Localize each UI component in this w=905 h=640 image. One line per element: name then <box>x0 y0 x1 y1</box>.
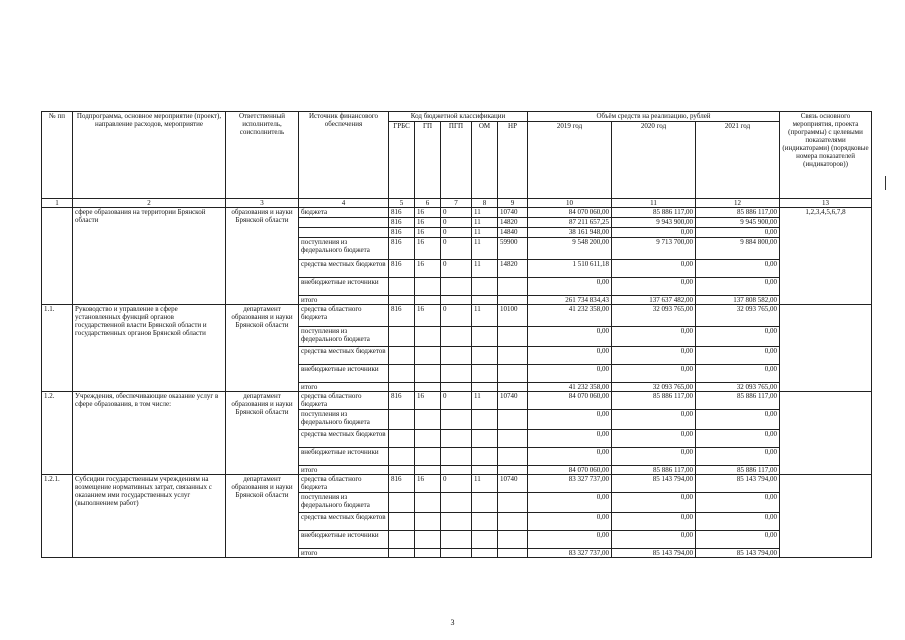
total-value: 83 327 737,00 <box>528 549 612 558</box>
value-cell: 9 943 900,00 <box>612 218 696 228</box>
source-cell: поступления из федерального бюджета <box>299 410 389 430</box>
value-cell: 0,00 <box>696 365 780 383</box>
source-cell <box>299 228 389 238</box>
nr-cell: 10740 <box>498 208 528 218</box>
value-cell: 85 886 117,00 <box>612 392 696 410</box>
column-number: 3 <box>226 199 299 208</box>
grbs-cell <box>389 448 415 466</box>
gp-cell: 16 <box>415 260 441 278</box>
empty-cell <box>498 383 528 392</box>
value-cell: 0,00 <box>528 513 612 531</box>
pgp-cell <box>441 513 472 531</box>
value-cell: 32 093 765,00 <box>612 305 696 327</box>
total-label: итого <box>299 383 389 392</box>
nr-cell <box>498 410 528 430</box>
value-cell: 0,00 <box>612 410 696 430</box>
row-name: сфере образования на территории Брянской области <box>73 208 226 305</box>
source-cell: поступления из федерального бюджета <box>299 493 389 513</box>
om-cell: 11 <box>472 392 498 410</box>
nr-cell <box>498 278 528 296</box>
empty-cell <box>441 549 472 558</box>
nr-cell <box>498 365 528 383</box>
nr-cell: 14820 <box>498 260 528 278</box>
value-cell: 0,00 <box>696 513 780 531</box>
gp-cell <box>415 493 441 513</box>
grbs-cell: 816 <box>389 228 415 238</box>
source-cell: поступления из федерального бюджета <box>299 327 389 347</box>
value-cell: 0,00 <box>696 493 780 513</box>
grbs-cell <box>389 327 415 347</box>
value-cell: 9 713 700,00 <box>612 238 696 260</box>
value-cell: 0,00 <box>696 531 780 549</box>
om-cell <box>472 531 498 549</box>
row-number <box>42 208 73 305</box>
om-cell: 11 <box>472 305 498 327</box>
row-name: Руководство и управление в сфере установленных функций органов государственной власти Брянской области и государственных органов Брянской области <box>73 305 226 392</box>
grbs-cell <box>389 531 415 549</box>
header-row <box>42 112 872 122</box>
empty-cell <box>441 383 472 392</box>
nr-cell: 59900 <box>498 238 528 260</box>
value-cell: 85 886 117,00 <box>696 208 780 218</box>
nr-cell <box>498 531 528 549</box>
value-cell: 0,00 <box>696 260 780 278</box>
om-cell: 11 <box>472 218 498 228</box>
row-executor: департамент образования и науки Брянской области <box>226 392 299 475</box>
value-cell: 85 886 117,00 <box>696 392 780 410</box>
pgp-cell <box>441 448 472 466</box>
value-cell: 0,00 <box>528 448 612 466</box>
pgp-cell: 0 <box>441 208 472 218</box>
column-number: 2 <box>73 199 226 208</box>
value-cell: 87 211 657,25 <box>528 218 612 228</box>
value-cell: 0,00 <box>528 278 612 296</box>
source-cell: средства местных бюджетов <box>299 513 389 531</box>
value-cell: 9 548 200,00 <box>528 238 612 260</box>
empty-cell <box>415 549 441 558</box>
value-cell: 84 070 060,00 <box>528 208 612 218</box>
source-cell: внебюджетные источники <box>299 448 389 466</box>
row-executor: образования и науки Брянской области <box>226 208 299 305</box>
total-value: 84 070 060,00 <box>528 466 612 475</box>
value-cell: 85 886 117,00 <box>612 208 696 218</box>
grbs-cell <box>389 513 415 531</box>
empty-cell <box>498 549 528 558</box>
header-2020: 2020 год <box>612 122 696 199</box>
empty-cell <box>415 383 441 392</box>
pgp-cell <box>441 278 472 296</box>
pgp-cell <box>441 347 472 365</box>
source-cell: бюджета <box>299 208 389 218</box>
header-subprogram: Подпрограмма, основное мероприятие (проект), направление расходов, мероприятие <box>73 112 226 199</box>
total-value: 261 734 834,43 <box>528 296 612 305</box>
row-name: Учреждения, обеспечивающие оказание услуг в сфере образования, в том числе: <box>73 392 226 475</box>
om-cell <box>472 365 498 383</box>
value-cell: 0,00 <box>696 347 780 365</box>
link-cell <box>780 475 872 558</box>
column-number: 1 <box>42 199 73 208</box>
value-cell: 85 143 794,00 <box>696 475 780 493</box>
link-cell <box>780 392 872 475</box>
empty-cell <box>472 383 498 392</box>
value-cell: 0,00 <box>696 228 780 238</box>
om-cell: 11 <box>472 475 498 493</box>
pgp-cell <box>441 531 472 549</box>
value-cell: 1 510 611,18 <box>528 260 612 278</box>
link-cell <box>780 305 872 392</box>
empty-cell <box>389 466 415 475</box>
empty-cell <box>415 296 441 305</box>
header-om: ОМ <box>472 122 498 199</box>
value-cell: 0,00 <box>696 430 780 448</box>
gp-cell: 16 <box>415 238 441 260</box>
grbs-cell <box>389 410 415 430</box>
total-value: 137 637 482,00 <box>612 296 696 305</box>
grbs-cell <box>389 493 415 513</box>
pgp-cell: 0 <box>441 218 472 228</box>
value-cell: 32 093 765,00 <box>696 305 780 327</box>
source-cell: поступления из федерального бюджета <box>299 238 389 260</box>
value-cell: 9 945 900,00 <box>696 218 780 228</box>
header-gp: ГП <box>415 122 441 199</box>
total-value: 85 886 117,00 <box>696 466 780 475</box>
value-cell: 0,00 <box>528 347 612 365</box>
grbs-cell: 816 <box>389 218 415 228</box>
grbs-cell: 816 <box>389 208 415 218</box>
om-cell <box>472 513 498 531</box>
header-executor: Ответственный исполнитель, соисполнитель <box>226 112 299 199</box>
nr-cell: 14840 <box>498 228 528 238</box>
value-cell: 0,00 <box>696 327 780 347</box>
gp-cell <box>415 531 441 549</box>
value-cell: 0,00 <box>612 278 696 296</box>
source-cell <box>299 218 389 228</box>
gp-cell <box>415 513 441 531</box>
total-label: итого <box>299 466 389 475</box>
source-cell: внебюджетные источники <box>299 278 389 296</box>
om-cell: 11 <box>472 228 498 238</box>
pgp-cell <box>441 430 472 448</box>
gp-cell: 16 <box>415 305 441 327</box>
pgp-cell: 0 <box>441 392 472 410</box>
grbs-cell <box>389 278 415 296</box>
value-cell: 0,00 <box>528 365 612 383</box>
header-source: Источник финансового обеспечения <box>299 112 389 199</box>
pgp-cell: 0 <box>441 238 472 260</box>
row-number: 1.2.1. <box>42 475 73 558</box>
column-numbers-row <box>42 199 872 208</box>
value-cell: 9 884 800,00 <box>696 238 780 260</box>
empty-cell <box>441 296 472 305</box>
link-cell: 1,2,3,4,5,6,7,8 <box>780 208 872 305</box>
table-row <box>42 208 872 218</box>
empty-cell <box>389 383 415 392</box>
gp-cell <box>415 365 441 383</box>
grbs-cell <box>389 347 415 365</box>
source-cell: внебюджетные источники <box>299 365 389 383</box>
grbs-cell: 816 <box>389 392 415 410</box>
empty-cell <box>498 296 528 305</box>
gp-cell <box>415 410 441 430</box>
gp-cell <box>415 430 441 448</box>
gp-cell <box>415 448 441 466</box>
source-cell: средства местных бюджетов <box>299 430 389 448</box>
om-cell: 11 <box>472 238 498 260</box>
gp-cell <box>415 327 441 347</box>
total-value: 137 808 582,00 <box>696 296 780 305</box>
column-number: 13 <box>780 199 872 208</box>
row-number: 1.2. <box>42 392 73 475</box>
total-value: 85 143 794,00 <box>696 549 780 558</box>
margin-mark <box>885 176 886 190</box>
row-number: 1.1. <box>42 305 73 392</box>
header-nr: НР <box>498 122 528 199</box>
grbs-cell: 816 <box>389 305 415 327</box>
om-cell <box>472 327 498 347</box>
column-number: 5 <box>389 199 415 208</box>
grbs-cell: 816 <box>389 475 415 493</box>
grbs-cell <box>389 430 415 448</box>
header-code-group: Код бюджетной классификации <box>389 112 528 122</box>
value-cell: 84 070 060,00 <box>528 392 612 410</box>
om-cell <box>472 493 498 513</box>
pgp-cell <box>441 327 472 347</box>
pgp-cell <box>441 410 472 430</box>
column-number: 12 <box>696 199 780 208</box>
value-cell: 0,00 <box>612 531 696 549</box>
total-label: итого <box>299 296 389 305</box>
nr-cell <box>498 430 528 448</box>
empty-cell <box>472 466 498 475</box>
header-grbs: ГРБС <box>389 122 415 199</box>
value-cell: 0,00 <box>696 278 780 296</box>
column-number: 9 <box>498 199 528 208</box>
nr-cell <box>498 513 528 531</box>
nr-cell: 10740 <box>498 392 528 410</box>
value-cell: 0,00 <box>612 327 696 347</box>
value-cell: 0,00 <box>612 260 696 278</box>
gp-cell <box>415 347 441 365</box>
empty-cell <box>472 549 498 558</box>
source-cell: средства областного бюджета <box>299 475 389 493</box>
row-executor: департамент образования и науки Брянской области <box>226 305 299 392</box>
column-number: 8 <box>472 199 498 208</box>
table-row <box>42 475 872 493</box>
total-value: 32 093 765,00 <box>696 383 780 392</box>
source-cell: средства местных бюджетов <box>299 260 389 278</box>
total-value: 41 232 358,00 <box>528 383 612 392</box>
om-cell <box>472 410 498 430</box>
value-cell: 0,00 <box>612 430 696 448</box>
source-cell: средства областного бюджета <box>299 392 389 410</box>
total-label: итого <box>299 549 389 558</box>
value-cell: 0,00 <box>696 448 780 466</box>
value-cell: 0,00 <box>612 347 696 365</box>
pgp-cell: 0 <box>441 475 472 493</box>
nr-cell: 10100 <box>498 305 528 327</box>
pgp-cell: 0 <box>441 228 472 238</box>
om-cell <box>472 347 498 365</box>
total-value: 32 093 765,00 <box>612 383 696 392</box>
gp-cell <box>415 278 441 296</box>
grbs-cell: 816 <box>389 260 415 278</box>
page-number: 3 <box>450 618 455 627</box>
empty-cell <box>472 296 498 305</box>
gp-cell: 16 <box>415 208 441 218</box>
row-executor: департамент образования и науки Брянской области <box>226 475 299 558</box>
empty-cell <box>389 549 415 558</box>
total-value: 85 143 794,00 <box>612 549 696 558</box>
nr-cell <box>498 347 528 365</box>
table-row <box>42 392 872 410</box>
value-cell: 0,00 <box>528 493 612 513</box>
value-cell: 83 327 737,00 <box>528 475 612 493</box>
source-cell: средства местных бюджетов <box>299 347 389 365</box>
header-num: № пп <box>42 112 73 199</box>
om-cell <box>472 278 498 296</box>
grbs-cell <box>389 365 415 383</box>
empty-cell <box>389 296 415 305</box>
column-number: 11 <box>612 199 696 208</box>
pgp-cell: 0 <box>441 260 472 278</box>
nr-cell <box>498 493 528 513</box>
header-link: Связь основного мероприятия, проекта (программы) с целевыми показателями (индикаторами) (порядковые номера показателей (индикаторов)) <box>780 112 872 199</box>
source-cell: внебюджетные источники <box>299 531 389 549</box>
grbs-cell: 816 <box>389 238 415 260</box>
om-cell: 11 <box>472 260 498 278</box>
empty-cell <box>441 466 472 475</box>
value-cell: 0,00 <box>696 410 780 430</box>
value-cell: 0,00 <box>528 430 612 448</box>
value-cell: 41 232 358,00 <box>528 305 612 327</box>
gp-cell: 16 <box>415 475 441 493</box>
header-2019: 2019 год <box>528 122 612 199</box>
pgp-cell <box>441 365 472 383</box>
empty-cell <box>498 466 528 475</box>
value-cell: 0,00 <box>528 531 612 549</box>
column-number: 7 <box>441 199 472 208</box>
nr-cell <box>498 448 528 466</box>
nr-cell <box>498 327 528 347</box>
row-name: Субсидии государственным учреждениям на возмещение нормативных затрат, связанных с оказанием ими государственных услуг (выполнением работ) <box>73 475 226 558</box>
total-value: 85 886 117,00 <box>612 466 696 475</box>
header-volume-group: Объём средств на реализацию, рублей <box>528 112 780 122</box>
value-cell: 38 161 948,00 <box>528 228 612 238</box>
empty-cell <box>415 466 441 475</box>
gp-cell: 16 <box>415 218 441 228</box>
nr-cell: 10740 <box>498 475 528 493</box>
om-cell <box>472 430 498 448</box>
value-cell: 85 143 794,00 <box>612 475 696 493</box>
om-cell: 11 <box>472 208 498 218</box>
column-number: 4 <box>299 199 389 208</box>
value-cell: 0,00 <box>612 365 696 383</box>
table-row <box>42 305 872 327</box>
header-pgp: ПГП <box>441 122 472 199</box>
value-cell: 0,00 <box>612 513 696 531</box>
value-cell: 0,00 <box>528 327 612 347</box>
column-number: 6 <box>415 199 441 208</box>
budget-table <box>41 111 872 558</box>
value-cell: 0,00 <box>528 410 612 430</box>
om-cell <box>472 448 498 466</box>
value-cell: 0,00 <box>612 228 696 238</box>
source-cell: средства областного бюджета <box>299 305 389 327</box>
pgp-cell <box>441 493 472 513</box>
nr-cell: 14820 <box>498 218 528 228</box>
header-2021: 2021 год <box>696 122 780 199</box>
pgp-cell: 0 <box>441 305 472 327</box>
value-cell: 0,00 <box>612 493 696 513</box>
column-number: 10 <box>528 199 612 208</box>
value-cell: 0,00 <box>612 448 696 466</box>
gp-cell: 16 <box>415 228 441 238</box>
gp-cell: 16 <box>415 392 441 410</box>
